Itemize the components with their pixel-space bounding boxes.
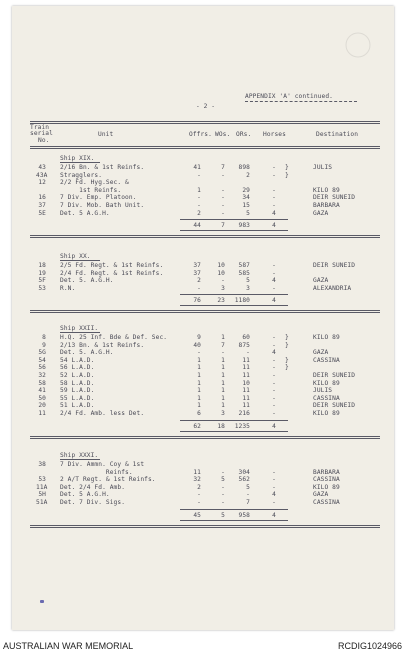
row-horses: - xyxy=(272,194,276,202)
row-wos: 10 xyxy=(217,262,225,269)
ship-heading: Ship XXXI. xyxy=(60,452,99,459)
appendix-heading: APPENDIX 'A' continued. xyxy=(245,93,333,100)
row-unit: 2/16 Bn. & 1st Reinfs. xyxy=(60,164,145,171)
row-serial: 51A xyxy=(36,499,48,506)
header-bottom-rule xyxy=(30,146,380,149)
total-wos: 18 xyxy=(217,422,225,430)
row-unit: Det. 2/4 Fd. Amb. xyxy=(60,483,126,491)
row-destination: BARBARA xyxy=(313,468,340,476)
row-offrs: 1 xyxy=(197,186,201,194)
row-serial: 43A xyxy=(36,171,48,179)
row-horses: - xyxy=(272,476,276,484)
row-unit: Reinfs. xyxy=(60,468,133,476)
row-ors: 7 xyxy=(246,499,250,506)
row-serial: 16 xyxy=(38,194,46,202)
row-serial: 12 xyxy=(38,179,46,187)
row-ors: 11 xyxy=(242,364,250,372)
row-destination: KILO 89 xyxy=(313,410,340,417)
totals-rule xyxy=(180,509,288,510)
row-horses: - xyxy=(272,186,276,194)
row-serial: 41 xyxy=(38,387,46,395)
section-separator xyxy=(30,235,380,238)
row-destination: DEIR SUNEID xyxy=(313,262,356,269)
total-offrs: 44 xyxy=(193,222,201,230)
row-horses: - xyxy=(272,202,276,209)
row-unit: Det. 5 A.G.H. xyxy=(60,209,110,217)
row-horses: - xyxy=(272,394,276,402)
row-horses: 4 xyxy=(272,491,276,499)
row-wos: 1 xyxy=(221,387,225,395)
row-serial: 5G xyxy=(38,349,46,357)
row-serial: 53 xyxy=(38,284,46,292)
row-brace: } xyxy=(285,341,289,349)
row-destination: JULIS xyxy=(313,164,333,171)
row-destination: KILO 89 xyxy=(313,186,340,194)
row-unit: 56 L.A.D. xyxy=(60,364,95,372)
row-unit: R.N. xyxy=(60,284,76,292)
totals-rule-bottom xyxy=(180,305,288,306)
row-offrs: 6 xyxy=(197,410,201,417)
row-wos: 1 xyxy=(221,334,225,341)
row-horses: - xyxy=(272,402,276,410)
row-offrs: 1 xyxy=(197,379,201,387)
row-unit: 52 L.A.D. xyxy=(60,372,95,379)
total-wos: 23 xyxy=(217,297,225,305)
row-unit: 7 Div. Emp. Platoon. xyxy=(60,194,137,202)
page-number: - 2 - xyxy=(196,103,216,110)
ink-speck xyxy=(40,600,44,603)
total-offrs: 45 xyxy=(193,511,201,519)
footer-item-id: RCDIG1024966 xyxy=(337,641,402,651)
total-offrs: 76 xyxy=(193,297,201,305)
col-train-serial: serial xyxy=(30,130,53,137)
row-serial: 19 xyxy=(38,269,46,277)
row-destination: BARBARA xyxy=(313,202,340,209)
total-horses: 4 xyxy=(272,422,276,430)
total-ors: 958 xyxy=(238,511,250,519)
ship-heading-underline xyxy=(60,260,100,261)
row-destination: GAZA xyxy=(313,209,329,217)
footer-institution: AUSTRALIAN WAR MEMORIAL xyxy=(3,641,134,651)
row-ors: 562 xyxy=(238,476,250,484)
row-offrs: 11 xyxy=(193,468,201,476)
row-ors: 898 xyxy=(238,164,250,171)
row-ors: 5 xyxy=(246,483,250,491)
row-destination: CASSINA xyxy=(313,476,340,484)
row-serial: 11A xyxy=(36,483,48,491)
row-offrs: 9 xyxy=(197,334,201,341)
row-horses: - xyxy=(272,171,276,179)
row-offrs: 2 xyxy=(197,483,201,491)
row-offrs: 2 xyxy=(197,209,201,217)
row-unit: 2/4 Fd. Regt. & 1st Reinfs. xyxy=(60,269,164,277)
totals-rule-bottom xyxy=(180,520,288,521)
row-offrs: - xyxy=(197,491,201,499)
row-serial: 54 xyxy=(38,356,46,364)
archive-footer xyxy=(0,636,406,654)
row-wos: - xyxy=(221,209,225,217)
row-ors: 5 xyxy=(246,209,250,217)
row-unit: Det. 5. A.G.H. xyxy=(60,277,114,285)
row-ors: 11 xyxy=(242,402,250,410)
row-wos: - xyxy=(221,186,225,194)
row-horses: - xyxy=(272,334,276,341)
row-unit: 59 L.A.D. xyxy=(60,387,95,395)
row-serial: 56 xyxy=(38,364,46,372)
row-wos: 1 xyxy=(221,402,225,410)
row-destination: GAZA xyxy=(313,491,329,499)
row-horses: - xyxy=(272,483,276,491)
row-destination: JULIS xyxy=(313,387,333,395)
row-serial: 18 xyxy=(38,262,46,269)
row-horses: 4 xyxy=(272,209,276,217)
row-destination: CASSINA xyxy=(313,356,340,364)
row-unit: 7 Div. Mob. Bath Unit. xyxy=(60,202,145,209)
row-serial: 43 xyxy=(38,164,46,171)
row-ors: 11 xyxy=(242,387,250,395)
row-ors: 60 xyxy=(242,334,250,341)
row-horses: - xyxy=(272,387,276,395)
col-train-serial: Train xyxy=(30,124,50,131)
row-brace: } xyxy=(285,334,289,341)
row-serial: 32 xyxy=(38,372,46,379)
row-serial: 5E xyxy=(38,209,46,217)
row-offrs: - xyxy=(197,349,201,357)
row-serial: 20 xyxy=(38,402,46,410)
row-ors: 875 xyxy=(238,341,250,349)
row-unit: 54 L.A.D. xyxy=(60,356,95,364)
col-horses: Horses xyxy=(263,131,286,138)
total-horses: 4 xyxy=(272,297,276,305)
row-wos: - xyxy=(221,491,225,499)
row-unit: 58 L.A.D. xyxy=(60,379,95,387)
total-wos: 5 xyxy=(221,511,225,519)
row-brace: } xyxy=(285,364,289,372)
row-wos: - xyxy=(221,171,225,179)
ship-heading-underline xyxy=(60,459,100,460)
total-offrs: 62 xyxy=(193,422,201,430)
row-serial: 50 xyxy=(38,394,46,402)
row-brace: } xyxy=(285,164,289,171)
row-ors: 34 xyxy=(242,194,250,202)
totals-rule xyxy=(180,294,288,295)
row-wos: - xyxy=(221,202,225,209)
row-unit: 2/5 Fd. Regt. & 1st Reinfs. xyxy=(60,262,164,269)
totals-rule xyxy=(180,219,288,220)
row-unit: 2/13 Bn. & 1st Reinfs. xyxy=(60,341,145,349)
row-destination: KILO 89 xyxy=(313,379,340,387)
row-horses: - xyxy=(272,284,276,292)
row-ors: 587 xyxy=(238,262,250,269)
ship-heading: Ship XX. xyxy=(60,253,91,260)
totals-rule xyxy=(180,420,288,421)
row-ors: 5 xyxy=(246,277,250,285)
row-wos: 5 xyxy=(221,476,225,484)
row-serial: 8 xyxy=(42,334,46,341)
row-wos: 7 xyxy=(221,164,225,171)
row-destination: DEIR SUNEID xyxy=(313,402,356,410)
ship-heading-underline xyxy=(60,332,100,333)
row-ors: 10 xyxy=(242,379,250,387)
row-offrs: - xyxy=(197,284,201,292)
row-horses: - xyxy=(272,372,276,379)
col-wos: WOs. xyxy=(215,131,231,138)
row-destination: CASSINA xyxy=(313,499,340,506)
col-destination: Destination xyxy=(316,131,359,138)
row-ors: 11 xyxy=(242,394,250,402)
row-wos: 1 xyxy=(221,356,225,364)
row-destination: KILO 89 xyxy=(313,334,340,341)
row-wos: 3 xyxy=(221,284,225,292)
row-ors: 304 xyxy=(238,468,250,476)
section-separator xyxy=(30,310,380,313)
row-horses: - xyxy=(272,164,276,171)
row-serial: 5F xyxy=(38,277,46,285)
row-unit: 2 A/T Regt. & 1st Reinfs. xyxy=(60,476,156,484)
col-train-serial: No. xyxy=(38,137,50,144)
row-offrs: 2 xyxy=(197,277,201,285)
row-wos: - xyxy=(221,468,225,476)
row-offrs: 1 xyxy=(197,394,201,402)
total-ors: 1235 xyxy=(234,422,250,430)
row-offrs: 41 xyxy=(193,164,201,171)
row-ors: 216 xyxy=(238,410,250,417)
total-ors: 1180 xyxy=(234,297,250,305)
row-wos: - xyxy=(221,499,225,506)
row-serial: 37 xyxy=(38,202,46,209)
row-wos: 3 xyxy=(221,410,225,417)
row-unit: Det. 5. A.G.H. xyxy=(60,349,114,357)
row-wos: 7 xyxy=(221,341,225,349)
row-unit: 2/2 Fd. Hyg.Sec. & xyxy=(60,179,129,187)
row-serial: 5H xyxy=(38,491,46,499)
row-offrs: - xyxy=(197,171,201,179)
row-horses: - xyxy=(272,269,276,277)
section-separator xyxy=(30,436,380,439)
row-wos: 10 xyxy=(217,269,225,277)
row-offrs: 1 xyxy=(197,402,201,410)
row-horses: - xyxy=(272,468,276,476)
row-offrs: 37 xyxy=(193,262,201,269)
row-wos: 1 xyxy=(221,379,225,387)
row-destination: KILO 89 xyxy=(313,483,340,491)
col-offrs: Offrs. xyxy=(189,131,212,138)
row-offrs: 1 xyxy=(197,356,201,364)
totals-rule-bottom xyxy=(180,431,288,432)
ship-heading: Ship XIX. xyxy=(60,155,95,162)
row-unit: Stragglers. xyxy=(60,171,103,179)
row-horses: - xyxy=(272,364,276,372)
row-ors: 29 xyxy=(242,186,250,194)
row-ors: 11 xyxy=(242,356,250,364)
row-offrs: - xyxy=(197,499,201,506)
row-unit: Det. 7 Div. Sigs. xyxy=(60,499,126,506)
total-horses: 4 xyxy=(272,222,276,230)
row-wos: - xyxy=(221,349,225,357)
row-offrs: 40 xyxy=(193,341,201,349)
row-wos: - xyxy=(221,277,225,285)
row-destination: ALEXANDRIA xyxy=(313,284,352,292)
row-unit: 7 Div. Ammn. Coy & 1st xyxy=(60,461,145,468)
row-ors: 11 xyxy=(242,372,250,379)
row-wos: - xyxy=(221,194,225,202)
row-destination: CASSINA xyxy=(313,394,340,402)
total-ors: 983 xyxy=(238,222,250,230)
row-offrs: 1 xyxy=(197,372,201,379)
row-destination: DEIR SUNEID xyxy=(313,372,356,379)
row-ors: 2 xyxy=(246,171,250,179)
total-wos: 7 xyxy=(221,222,225,230)
row-ors: - xyxy=(246,349,250,357)
row-offrs: 1 xyxy=(197,387,201,395)
section-separator xyxy=(30,525,380,528)
row-unit: 2/4 Fd. Amb. less Det. xyxy=(60,410,145,417)
col-ors: ORs. xyxy=(236,131,252,138)
row-offrs: 32 xyxy=(193,476,201,484)
ship-heading-underline xyxy=(60,162,100,163)
appendix-underline xyxy=(245,101,357,102)
row-destination: GAZA xyxy=(313,349,329,357)
faint-stamp-mark xyxy=(340,30,376,60)
row-ors: 585 xyxy=(238,269,250,277)
row-unit: H.Q. 25 Inf. Bde & Def. Sec. xyxy=(60,334,168,341)
row-brace: } xyxy=(285,356,289,364)
ship-heading: Ship XXII. xyxy=(60,325,99,332)
row-horses: 4 xyxy=(272,277,276,285)
row-destination: DEIR SUNEID xyxy=(313,194,356,202)
row-wos: 1 xyxy=(221,364,225,372)
row-horses: - xyxy=(272,410,276,417)
row-horses: - xyxy=(272,356,276,364)
row-horses: - xyxy=(272,499,276,506)
row-ors: 3 xyxy=(246,284,250,292)
row-offrs: 1 xyxy=(197,364,201,372)
row-unit: 1st Reinfs. xyxy=(60,186,122,194)
row-unit: Det. 5 A.G.H. xyxy=(60,491,110,499)
row-wos: 1 xyxy=(221,394,225,402)
totals-rule-bottom xyxy=(180,230,288,231)
row-wos: - xyxy=(221,483,225,491)
row-serial: 9 xyxy=(42,341,46,349)
row-wos: 1 xyxy=(221,372,225,379)
row-ors: - xyxy=(246,491,250,499)
row-horses: - xyxy=(272,379,276,387)
row-offrs: 37 xyxy=(193,269,201,277)
row-serial: 53 xyxy=(38,476,46,484)
row-unit: 55 L.A.D. xyxy=(60,394,95,402)
row-destination: GAZA xyxy=(313,277,329,285)
row-serial: 11 xyxy=(38,410,46,417)
row-brace: } xyxy=(285,171,289,179)
document-page xyxy=(12,6,394,630)
total-horses: 4 xyxy=(272,511,276,519)
row-horses: 4 xyxy=(272,349,276,357)
row-horses: - xyxy=(272,341,276,349)
row-horses: - xyxy=(272,262,276,269)
row-offrs: - xyxy=(197,202,201,209)
row-serial: 38 xyxy=(38,461,46,468)
col-unit: Unit xyxy=(98,131,114,138)
row-ors: 15 xyxy=(242,202,250,209)
row-unit: 51 L.A.D. xyxy=(60,402,95,410)
table-top-rule xyxy=(30,121,380,124)
row-serial: 58 xyxy=(38,379,46,387)
row-offrs: - xyxy=(197,194,201,202)
